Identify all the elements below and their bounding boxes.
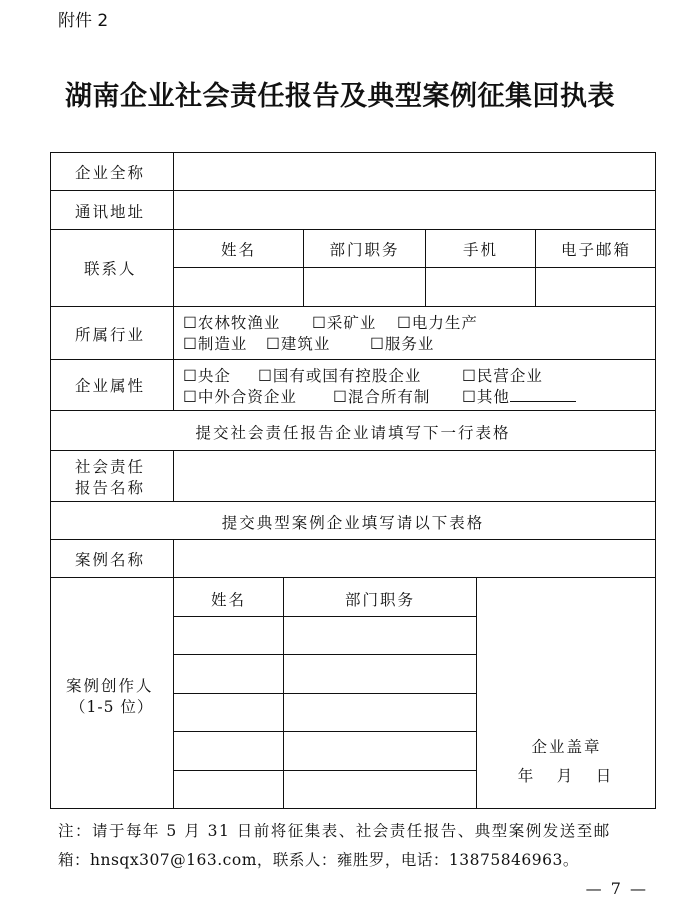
divider xyxy=(50,410,656,411)
case-name-label: 案例名称 xyxy=(75,551,146,569)
ownership-option-central-soe[interactable]: ☐央企 xyxy=(183,367,231,385)
divider xyxy=(173,152,174,410)
authors-col-dept: 部门职务 xyxy=(344,591,415,609)
divider xyxy=(50,359,656,360)
csr-report-name-label-line1: 社会责任 xyxy=(75,458,146,476)
industry-option-construction[interactable]: ☐建筑业 xyxy=(266,335,331,353)
seal-date: 年 月 日 xyxy=(517,767,616,785)
author-5-dept-field[interactable] xyxy=(285,772,475,808)
author-1-dept-field[interactable] xyxy=(285,618,475,653)
authors-label-line1: 案例创作人 xyxy=(66,677,154,695)
divider xyxy=(173,616,476,617)
divider xyxy=(50,306,656,307)
contact-col-email: 电子邮箱 xyxy=(560,241,631,259)
address-field[interactable] xyxy=(175,192,655,228)
ownership-option-joint-venture[interactable]: ☐中外合资企业 xyxy=(183,388,297,406)
industry-option-power[interactable]: ☐电力生产 xyxy=(397,314,478,332)
attachment-label: 附件 2 xyxy=(58,11,109,31)
author-3-name-field[interactable] xyxy=(175,695,282,730)
ownership-option-other-label: ☐其他 xyxy=(462,388,510,406)
divider xyxy=(283,577,284,809)
ownership-label: 企业属性 xyxy=(75,377,146,395)
divider xyxy=(50,229,656,230)
author-1-name-field[interactable] xyxy=(175,618,282,653)
contact-label: 联系人 xyxy=(84,260,137,278)
divider xyxy=(50,577,656,578)
divider xyxy=(50,501,656,502)
seal-label: 企业盖章 xyxy=(531,738,602,756)
contact-col-name: 姓名 xyxy=(220,241,256,259)
industry-option-mining[interactable]: ☐采矿业 xyxy=(312,314,377,332)
contact-dept-field[interactable] xyxy=(305,269,424,305)
other-blank-line[interactable] xyxy=(510,387,576,402)
footer-note-line2: 箱：hnsqx307@163.com，联系人：雍胜罗，电话：13875846963。 xyxy=(58,851,579,869)
divider xyxy=(173,770,476,771)
ownership-option-private[interactable]: ☐民营企业 xyxy=(462,367,543,385)
case-section-note: 提交典型案例企业填写请以下表格 xyxy=(221,514,485,532)
csr-section-note: 提交社会责任报告企业请填写下一行表格 xyxy=(195,424,511,442)
author-4-name-field[interactable] xyxy=(175,733,282,769)
page-number: — 7 — xyxy=(585,879,648,898)
divider xyxy=(173,654,476,655)
industry-option-agriculture[interactable]: ☐农林牧渔业 xyxy=(183,314,281,332)
industry-option-services[interactable]: ☐服务业 xyxy=(370,335,435,353)
address-label: 通讯地址 xyxy=(75,203,146,221)
footer-note-line1: 注：请于每年 5 月 31 日前将征集表、社会责任报告、典型案例发送至邮 xyxy=(58,822,611,840)
ownership-option-other[interactable] xyxy=(462,385,576,407)
divider xyxy=(173,693,476,694)
author-2-name-field[interactable] xyxy=(175,656,282,692)
contact-name-field[interactable] xyxy=(175,269,302,305)
divider xyxy=(173,731,476,732)
divider xyxy=(173,539,174,809)
author-5-name-field[interactable] xyxy=(175,772,282,808)
company-name-field[interactable] xyxy=(175,153,655,189)
csr-report-name-field[interactable] xyxy=(175,452,655,500)
ownership-option-mixed[interactable]: ☐混合所有制 xyxy=(333,388,431,406)
author-2-dept-field[interactable] xyxy=(285,656,475,692)
divider xyxy=(50,539,656,540)
divider xyxy=(50,190,656,191)
authors-col-name: 姓名 xyxy=(210,591,246,609)
contact-email-field[interactable] xyxy=(537,269,655,305)
company-name-label: 企业全称 xyxy=(75,164,146,182)
ownership-option-state-owned[interactable]: ☐国有或国有控股企业 xyxy=(258,367,422,385)
author-4-dept-field[interactable] xyxy=(285,733,475,769)
page-title: 湖南企业社会责任报告及典型案例征集回执表 xyxy=(65,81,615,112)
divider xyxy=(173,450,174,501)
contact-col-phone: 手机 xyxy=(462,241,498,259)
case-name-field[interactable] xyxy=(175,541,655,576)
authors-label-line2: （1-5 位） xyxy=(70,698,154,716)
author-3-dept-field[interactable] xyxy=(285,695,475,730)
csr-report-name-label-line2: 报告名称 xyxy=(75,479,146,497)
industry-option-manufacturing[interactable]: ☐制造业 xyxy=(183,335,248,353)
contact-phone-field[interactable] xyxy=(427,269,534,305)
contact-col-dept: 部门职务 xyxy=(329,241,400,259)
divider xyxy=(50,450,656,451)
divider xyxy=(173,267,656,268)
industry-label: 所属行业 xyxy=(75,326,146,344)
